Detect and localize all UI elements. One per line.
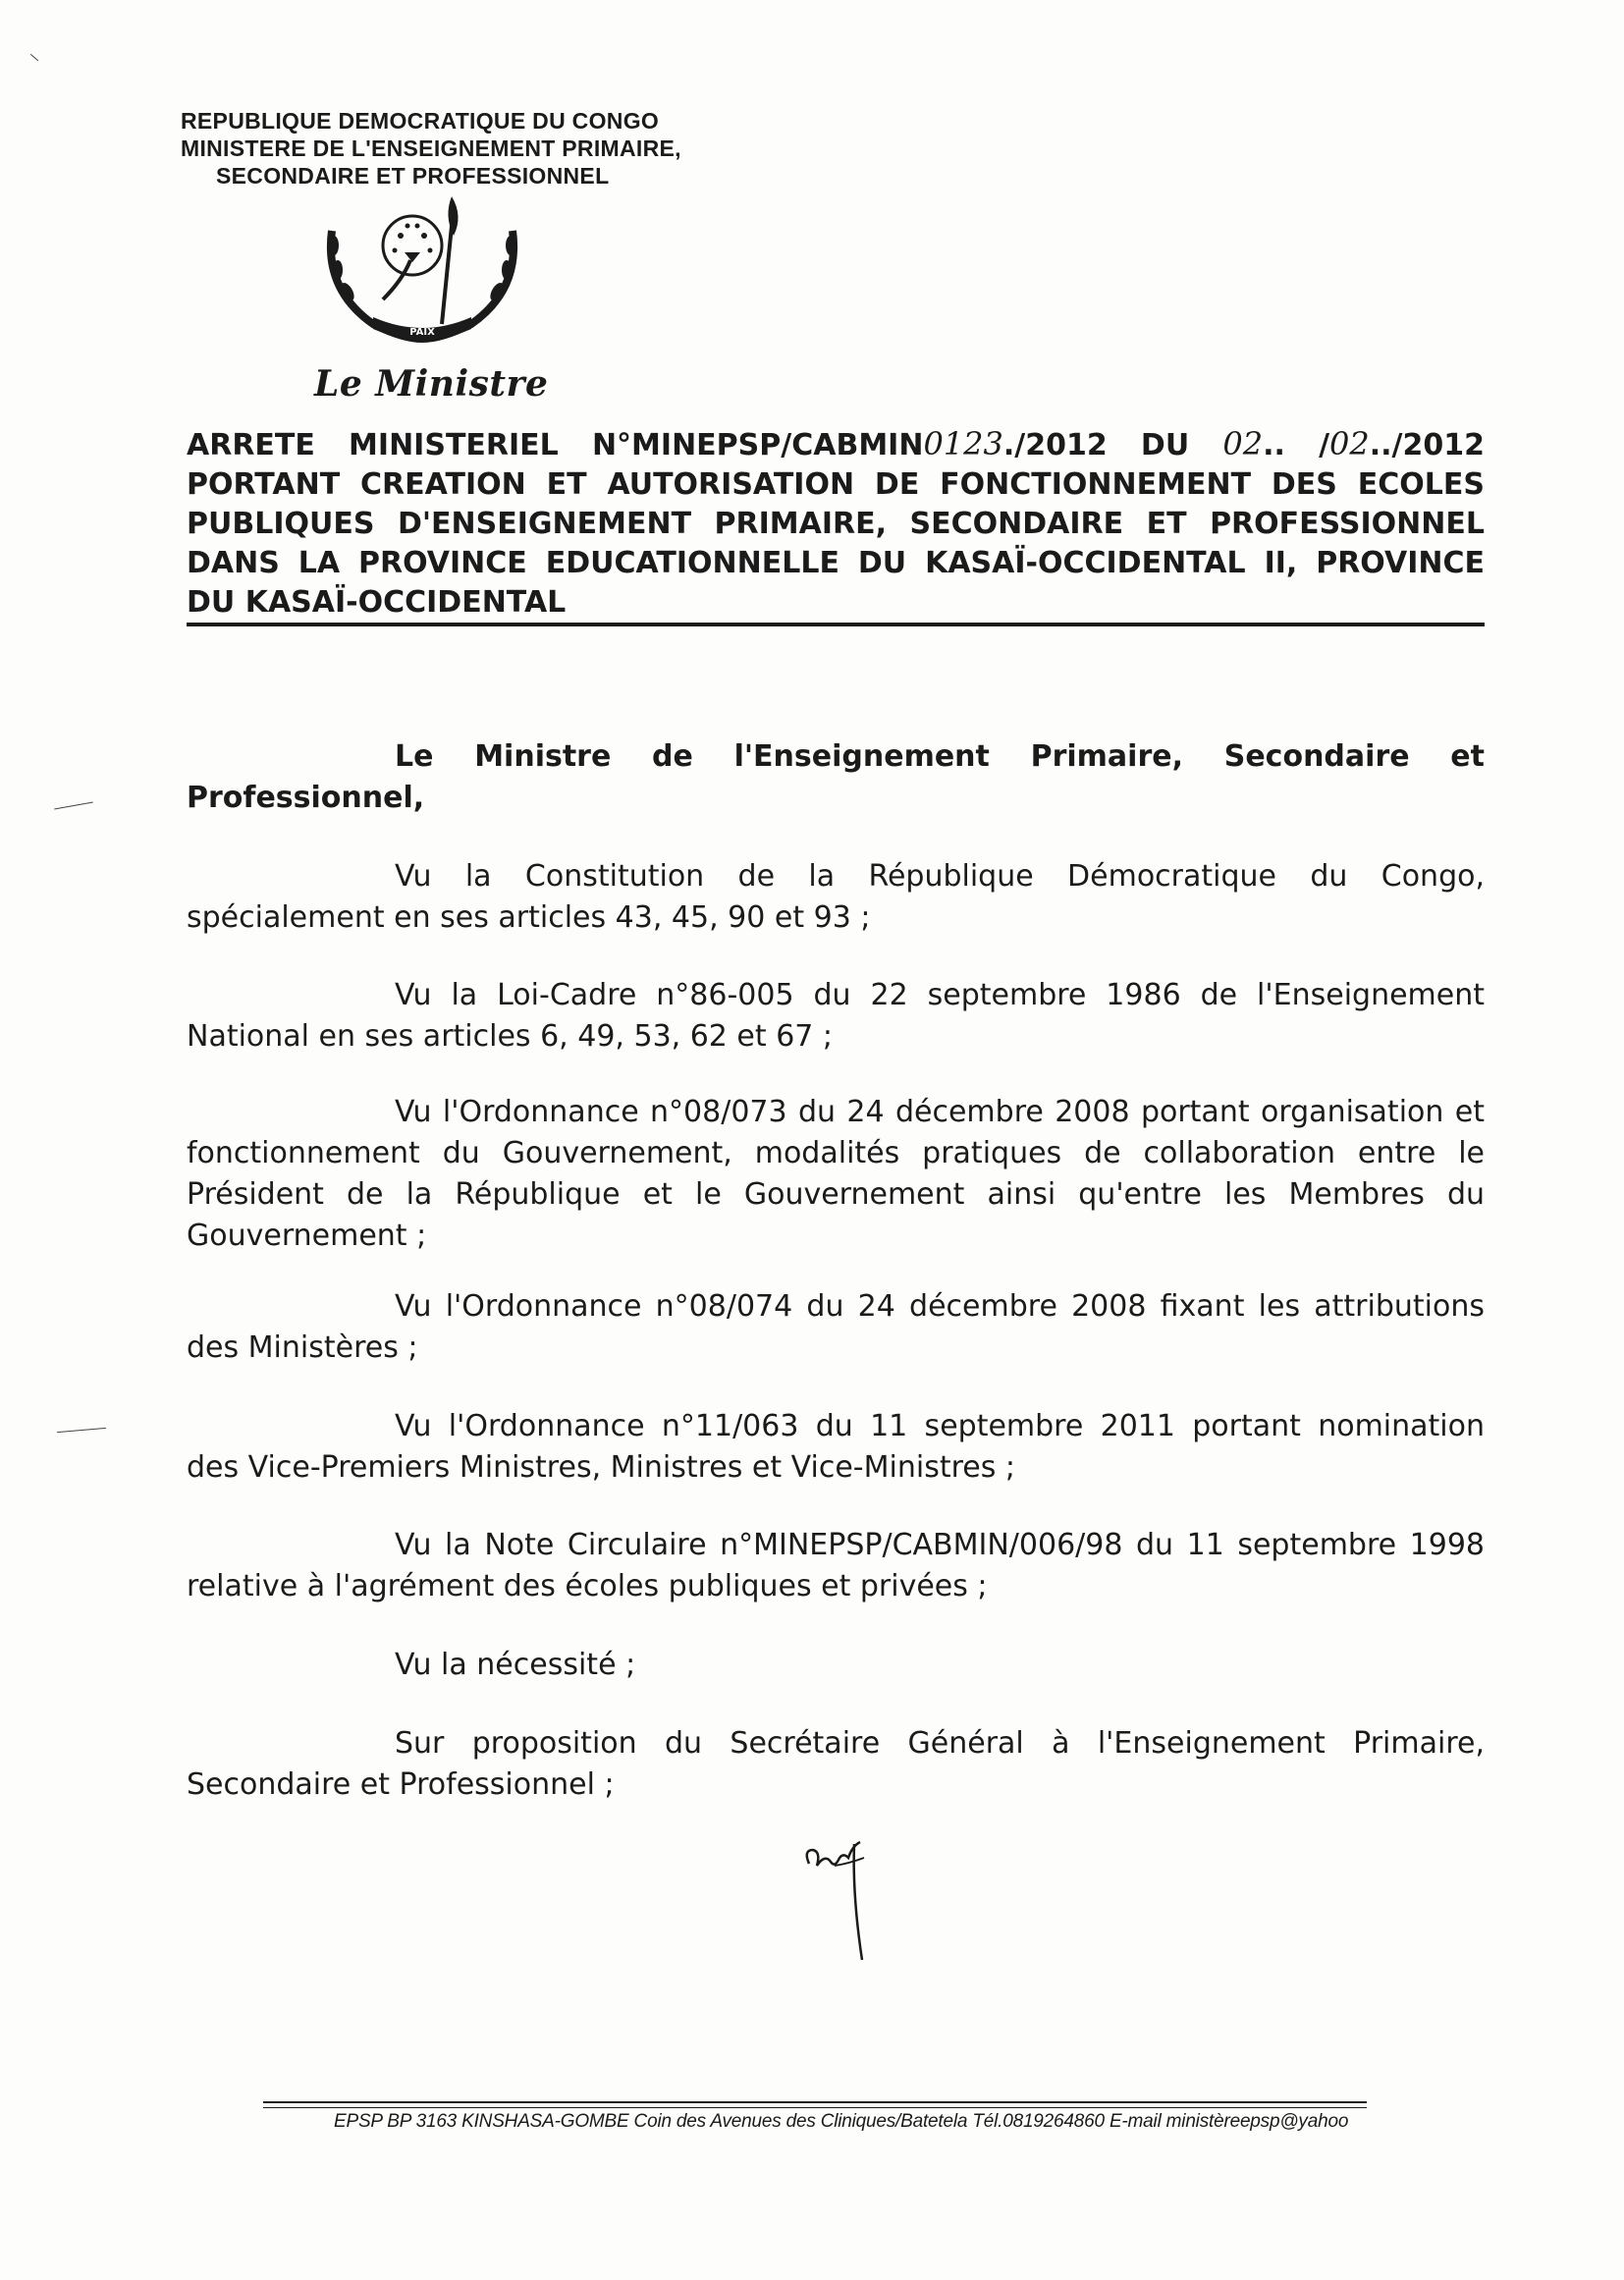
initials-signature-icon (795, 1836, 893, 1964)
title-line: DU KASAÏ-OCCIDENTAL (187, 585, 567, 620)
emblem-motto: PAIX (409, 327, 435, 338)
title-line: PUBLIQUES D'ENSEIGNEMENT PRIMAIRE, SECONDAIRE ET PROFESSIONNEL (187, 507, 1485, 541)
header-ministry-cont: SECONDAIRE ET PROFESSIONNEL (216, 163, 610, 189)
footer-rule (263, 2107, 1367, 2108)
coat-of-arms-icon (314, 191, 530, 358)
decree-day-handwritten: 02 (1222, 425, 1264, 462)
recital-loi-cadre: Vu la Loi-Cadre n°86-005 du 22 septembre 1986 de l'Enseignement National en ses articles 6, 49, 53, 62 et 67 ; (187, 978, 1485, 1054)
decree-month-handwritten: 02 (1329, 425, 1370, 462)
recital-ordonnance-08-073: Vu l'Ordonnance n°08/073 du 24 décembre 2008 portant organisation et fonctionnement du Gouvernement, modalités pratiques de collaboration entre le Président de la République et le Gouvernement ainsi qu'entre les Membres du Gouvernement ; (187, 1095, 1485, 1253)
footer-rule (263, 2101, 1367, 2103)
footer-address: EPSP BP 3163 KINSHASA-GOMBE Coin des Avenues des Cliniques/Batetela Tél.0819264860 E-mail ministèreepsp@yahoo (334, 2111, 1349, 2132)
recital-ordonnance-08-074: Vu l'Ordonnance n°08/074 du 24 décembre 2008 fixant les attributions des Ministères ; (187, 1289, 1485, 1365)
signatory-title: Le Ministre (314, 363, 549, 405)
decree-title (187, 424, 1485, 623)
recital-necessite: Vu la nécessité ; (395, 1648, 636, 1682)
body-greeting: Le Ministre de l'Enseignement Primaire, Secondaire et Professionnel, (187, 739, 1485, 815)
recital-constitution: Vu la Constitution de la République Démocratique du Congo, spécialement en ses articles 43, 45, 90 et 93 ; (187, 859, 1485, 935)
recital-proposition: Sur proposition du Secrétaire Général à l'Enseignement Primaire, Secondaire et Professionnel ; (187, 1726, 1485, 1802)
scan-mark (57, 1428, 106, 1433)
header-republic: REPUBLIQUE DEMOCRATIQUE DU CONGO (181, 108, 660, 134)
scan-mark (30, 54, 38, 61)
header-ministry: MINISTERE DE L'ENSEIGNEMENT PRIMAIRE, (181, 136, 681, 161)
title-line: DANS LA PROVINCE EDUCATIONNELLE DU KASAÏ-OCCIDENTAL II, PROVINCE (187, 546, 1485, 580)
decree-reference-line: ARRETE MINISTERIEL N°MINEPSP/CABMIN0123./2012 DU 02.. /02../2012 (187, 425, 1485, 462)
recital-note-circulaire: Vu la Note Circulaire n°MINEPSP/CABMIN/006/98 du 11 septembre 1998 relative à l'agrément des écoles publiques et privées ; (187, 1528, 1485, 1603)
title-underline (187, 623, 1485, 626)
scan-mark (54, 802, 93, 810)
title-line: PORTANT CREATION ET AUTORISATION DE FONCTIONNEMENT DES ECOLES (187, 467, 1485, 502)
recital-ordonnance-11-063: Vu l'Ordonnance n°11/063 du 11 septembre 2011 portant nomination des Vice-Premiers Ministres, Ministres et Vice-Ministres ; (187, 1409, 1485, 1485)
decree-number-handwritten: 0123 (923, 425, 1003, 462)
